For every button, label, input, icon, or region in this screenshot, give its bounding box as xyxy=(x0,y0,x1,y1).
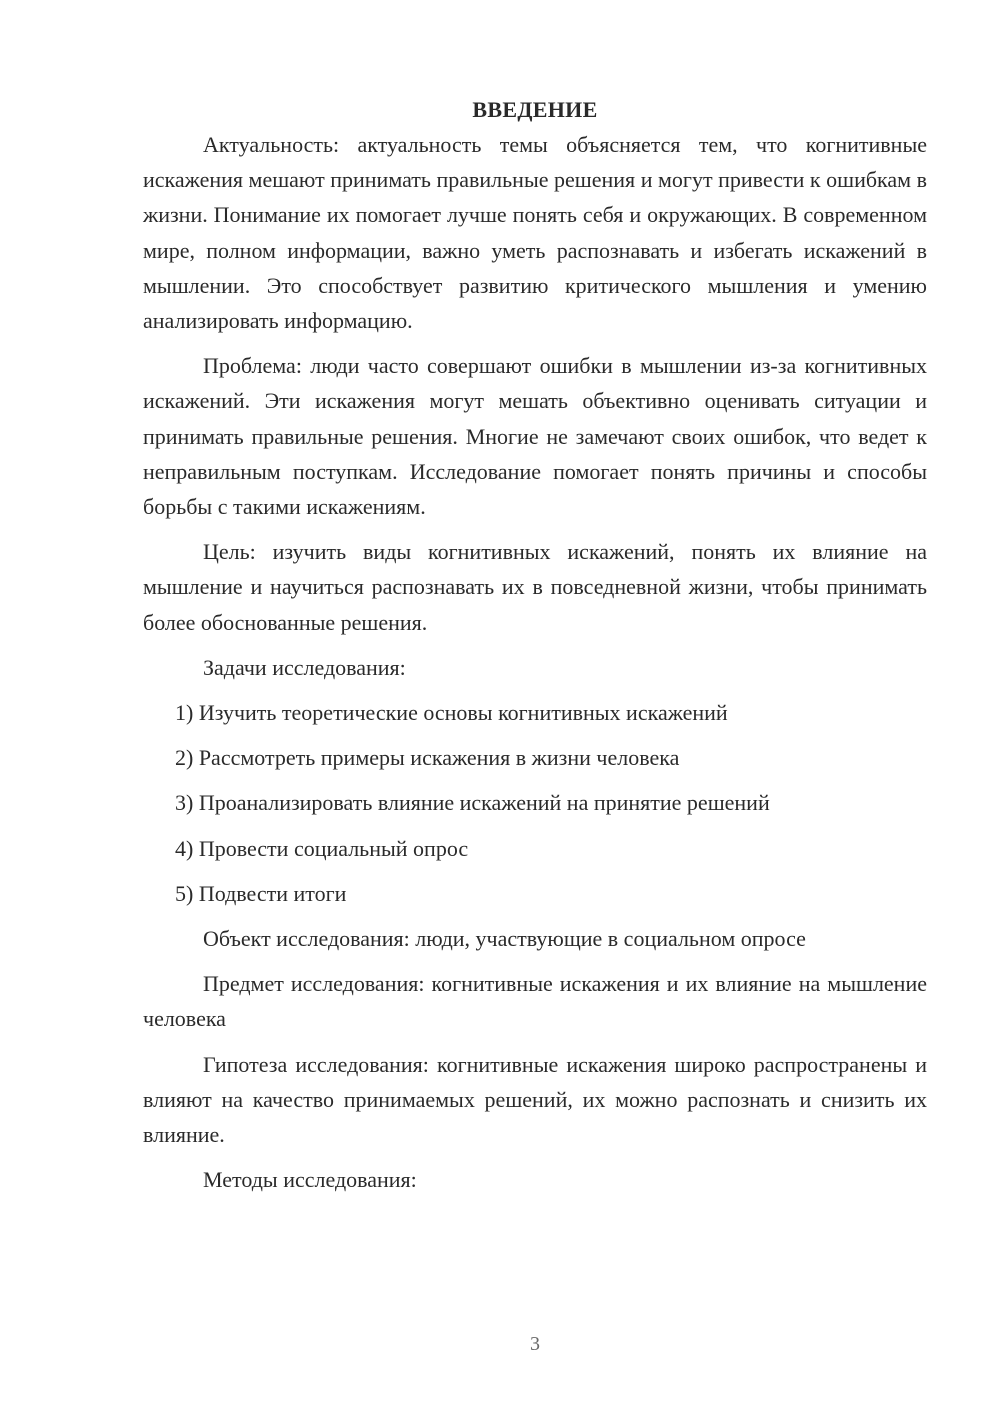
list-item: 2) Рассмотреть примеры искажения в жизни человека xyxy=(175,745,680,771)
object-paragraph: Объект исследования: люди, участвующие в социальном опросе xyxy=(203,926,806,952)
page-number: 3 xyxy=(530,1333,540,1355)
tasks-heading: Задачи исследования: xyxy=(203,654,406,680)
methods-heading: Методы исследования: xyxy=(203,1167,417,1193)
list-item: 3) Проанализировать влияние искажений на принятие решений xyxy=(175,790,770,816)
hypothesis-paragraph: Гипотеза исследования: когнитивные искажения широко распространены и влияют на качество принимаемых решений, их можно распознать и снизить их влияние. xyxy=(143,1051,927,1148)
subject-paragraph: Предмет исследования: когнитивные искажения и их влияние на мышление человека xyxy=(143,971,927,1032)
problem-paragraph: Проблема: люди часто совершают ошибки в мышлении из-за когнитивных искажений. Эти искажения могут мешать объективно оценивать ситуации и принимать правильные решения. Многие не замечают своих ошибок, что ведет к неправильным поступкам. Исследование помогает понять причины и способы борьбы с такими искажениям. xyxy=(143,353,927,520)
list-item: 4) Провести социальный опрос xyxy=(175,835,469,861)
goal-paragraph: Цель: изучить виды когнитивных искажений, понять их влияние на мышление и научиться распознавать их в повседневной жизни, чтобы принимать более обоснованные решения. xyxy=(143,539,927,635)
list-item: 5) Подвести итоги xyxy=(175,880,347,906)
section-title: ВВЕДЕНИЕ xyxy=(472,97,598,122)
list-item: 1) Изучить теоретические основы когнитивных искажений xyxy=(175,700,728,726)
relevance-paragraph: Актуальность: актуальность темы объясняется тем, что когнитивные искажения мешают принимать правильные решения и могут привести к ошибкам в жизни. Понимание их помогает лучше понять себя и окружающих. В современном мире, полном информации, важно уметь распознавать и избегать искажений в мышлении. Это способствует развитию критического мышления и умению анализировать информацию. xyxy=(143,132,927,334)
tasks-list xyxy=(143,695,927,911)
document-page xyxy=(143,92,927,1207)
